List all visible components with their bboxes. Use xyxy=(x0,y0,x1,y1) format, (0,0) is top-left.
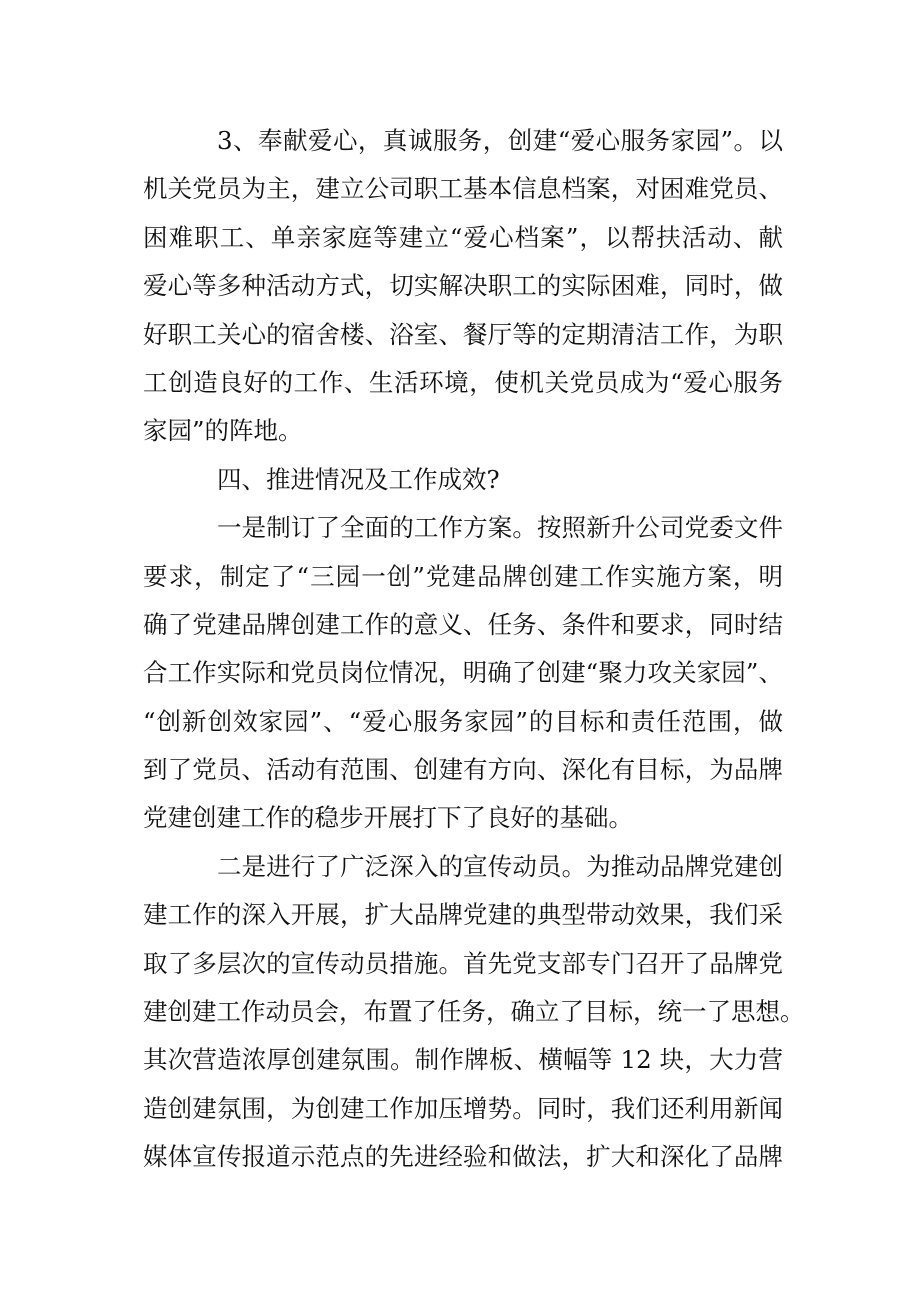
paragraph-3-line-7: 党建创建工作的稳步开展打下了良好的基础。 xyxy=(143,803,633,833)
paragraph-1-line-2: 机关党员为主，建立公司职工基本信息档案，对困难党员、 xyxy=(143,174,783,204)
paragraph-4-line-6: 造创建氛围，为创建工作加压增势。同时，我们还利用新闻 xyxy=(143,1093,783,1123)
paragraph-4-line-2: 建工作的深入开展，扩大品牌党建的典型带动效果，我们采 xyxy=(143,900,783,930)
paragraph-1-line-1: 3、奉献爱心，真诚服务，创建“爱心服务家园”。以 xyxy=(217,126,783,155)
paragraph-1-line-3: 困难职工、单亲家庭等建立“爱心档案”，以帮扶活动、献 xyxy=(143,222,783,252)
paragraph-3-line-3: 确了党建品牌创建工作的意义、任务、条件和要求，同时结 xyxy=(143,609,783,639)
paragraph-4-line-7: 媒体宣传报道示范点的先进经验和做法，扩大和深化了品牌 xyxy=(143,1142,783,1172)
paragraph-1-line-7: 家园”的阵地。 xyxy=(143,416,303,446)
paragraph-4-line-4: 建创建工作动员会，布置了任务，确立了目标，统一了思想。 xyxy=(143,997,805,1027)
document-body xyxy=(143,117,805,1182)
paragraph-1-line-5: 好职工关心的宿舍楼、浴室、餐厅等的定期清洁工作，为职 xyxy=(143,319,783,349)
paragraph-3-line-4: 合工作实际和党员岗位情况，明确了创建“聚力攻关家园”、 xyxy=(143,658,783,688)
section-heading: 四、推进情况及工作成效? xyxy=(217,464,500,494)
paragraph-4-line-3: 取了多层次的宣传动员措施。首先党支部专门召开了品牌党 xyxy=(143,948,783,978)
paragraph-4-line-5: 其次营造浓厚创建氛围。制作牌板、横幅等 12 块，大力营 xyxy=(143,1045,783,1075)
paragraph-3-line-1: 一是制订了全面的工作方案。按照新升公司党委文件 xyxy=(217,513,783,543)
paragraph-3-line-6: 到了党员、活动有范围、创建有方向、深化有目标，为品牌 xyxy=(143,755,783,785)
paragraph-1-line-4: 爱心等多种活动方式，切实解决职工的实际困难，同时，做 xyxy=(143,271,783,301)
paragraph-3-line-2: 要求，制定了“三园一创”党建品牌创建工作实施方案，明 xyxy=(143,561,783,591)
paragraph-4-line-1: 二是进行了广泛深入的宣传动员。为推动品牌党建创 xyxy=(217,851,783,881)
paragraph-1-line-6: 工创造良好的工作、生活环境，使机关党员成为“爱心服务 xyxy=(143,367,783,397)
paragraph-3-line-5: “创新创效家园”、“爱心服务家园”的目标和责任范围，做 xyxy=(143,706,783,736)
